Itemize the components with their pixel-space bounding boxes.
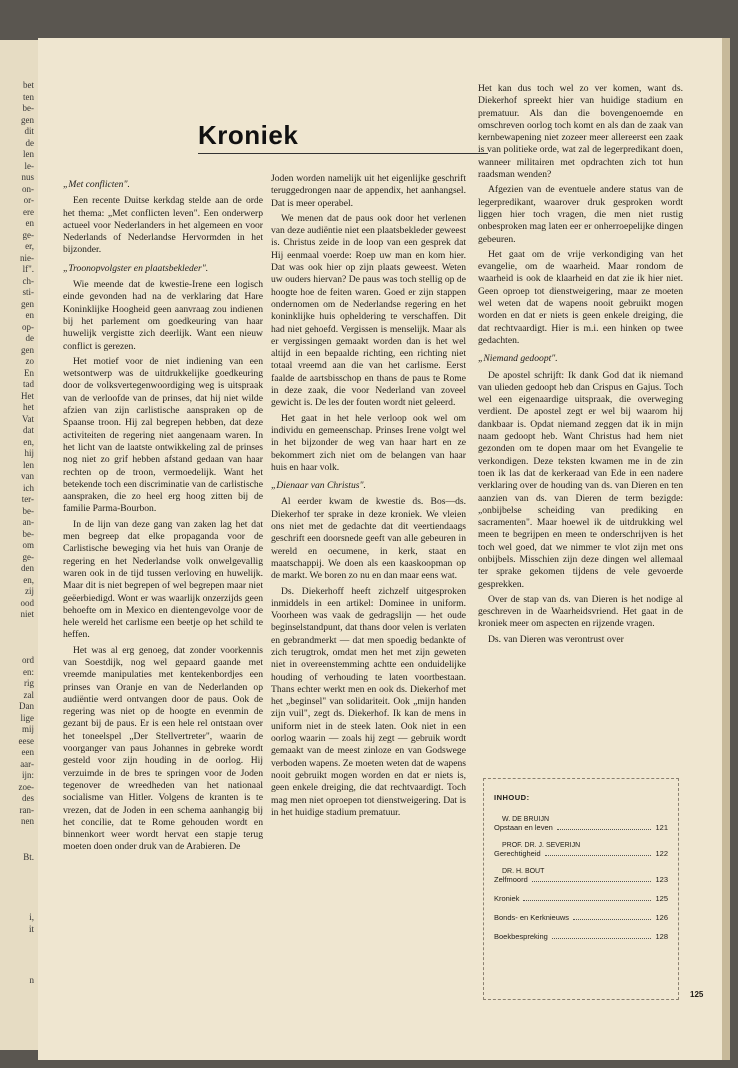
toc-page-number: 122 <box>655 849 668 858</box>
toc-entry <box>494 932 668 941</box>
paragraph: Het motief voor de niet indiening van een wetsontwerp was de uitdrukkelijke goedkeuring door de volksvertegenwoordiging weg is uitspraak van de verloofde van de prinses, dat hij niet wilde afzien van zijn carlistische aanspraken op de Spaanse troon. Hij zal begrepen hebben, dat deze activiteiten de regering niet aangenaam waren. In het licht van de laatste ontwikkeling zal de prinses nog niet zo grif hebben afstand gedaan van haar rechten op de troon, vermoedelijk. Want het betekende toch een discriminatie van de carlistische aanspraken, die zo heel erg hoog zitten bij de familie Parma-Bourbon. <box>63 355 263 515</box>
page-edge-shadow <box>722 38 730 1060</box>
toc-label: Zelfmoord <box>494 875 528 884</box>
toc-leader-dots <box>523 900 651 901</box>
toc-entry <box>494 842 668 858</box>
paragraph: We menen dat de paus ook door het verlenen van deze audiëntie niet een plaatsbekleder geweest is. Christus zeide in de loop van een gesprek dat Hij eenmaal voerde: Roep uw man en kom hier. Dat was ook hier op zijn plaats geweest. Weten uw ouders hiervan? De paus was toch stellig op de hoogte hoe de feiten waren. Goed er zijn stappen ondernomen om de Nederlandse regering en het koninklijke huis opheldering te verschaffen. Dit had niet gehoefd. Vergissen is menselijk. Maar als er vergissingen gemaakt worden dan is het wel altijd in een bepaalde richting, een richting niet totaal vreemd aan die van het carlisme. Eerst faalde de aartsbisschop en thans de paus te Rome in deze zaak, die voor Nederland van zoveel gewicht is. De les der fouten wordt niet geleerd. <box>271 212 466 409</box>
toc-entry <box>494 868 668 884</box>
toc-page-number: 128 <box>655 932 668 941</box>
toc-entry <box>494 816 668 832</box>
paragraph: Over de stap van ds. van Dieren is het nodige al geschreven in de Waarheidsvriend. Het gaat in de kroniek meer om aspecten en rijzende vragen. <box>478 593 683 630</box>
toc-author: W. DE BRUIJN <box>502 816 550 823</box>
paragraph: Het gaat in het hele verloop ook wel om individu en gemeenschap. Prinses Irene volgt wel in het bijzonder de weg van haar hart en ze bekommert zich niet om de belangen van haar huis en haar volk. <box>271 412 466 473</box>
toc-label: Bonds- en Kerknieuws <box>494 913 570 922</box>
toc-label: Opstaan en leven <box>494 823 553 832</box>
article-column-2 <box>271 173 466 822</box>
toc-leader-dots <box>545 855 652 856</box>
paragraph: Het gaat om de vrije verkondiging van het evangelie, om de waarheid. Maar rondom de waarheid is ook de klaarheid en dat zie ik hier niet. Geen oproep tot dienstweigering, maar ze moeten wel weten dat de wapens nooit gebruikt mogen worden en dat er niets is geen enkele dreiging, die dat rechtvaardigt. Hier is m.i. een hinken op twee gedachten. <box>478 248 683 346</box>
paragraph: Afgezien van de eventuele andere status van de legerpredikant, waarover druk gesproken wordt liggen hier toch vragen, die men niet rustig onbesproken mag laten eer er onherroepelijke dingen gebeuren. <box>478 184 683 245</box>
toc-leader-dots <box>532 881 652 882</box>
previous-page-edge <box>0 40 38 1050</box>
prev-page-text: i, it <box>28 912 34 934</box>
toc-label: Boekbespreking <box>494 932 548 941</box>
paragraph: Het was al erg genoeg, dat zonder voorkennis van Soestdijk, nog wel gepaard gaande met vreemde manipulaties met kentekenbordjes een prinses van Oranje en van de Nederlanden op audiëntie werd ontvangen door de paus. Ook de regering was niet op de hoogte en evenmin de gezant bij de paus. Er is een hele rel ontstaan over het toneelspel „Der Stellvertreter", waarin de voorganger van paus Johannes in gebreke wordt gesteld voor zijn houding in de oorlog. Hij verzuimde in de bres te springen voor de Joden tegenover de wreedheden van het nationaal socialisme van Hitler. Volgens de kranten is te vrezen, dat de Joden in een schema aanhangig bij het concilie, dat te Rome gehouden wordt en binnenkort weer wordt hervat een stapje terug moeten doen onder druk van de Arabieren. De <box>63 644 263 853</box>
prev-page-text: Bt. <box>23 852 34 862</box>
toc-title: INHOUD: <box>494 793 530 802</box>
section-heading: „Met conflicten". <box>63 179 130 190</box>
article-column-3 <box>478 83 683 649</box>
prev-page-text: n <box>29 975 34 985</box>
toc-label: Gerechtigheid <box>494 849 541 858</box>
paragraph: Ds. Diekerhoff heeft zichzelf uitgesproken inmiddels in een artikel: Dominee in uniform. Voorheen was vaak de gedragslijn — het oude beginselstandpunt, dat thans door velen is verlaten en gebrandmerkt — dat men spoedig bedankte of zich terugtrok, omdat men het met zijn geweten niet in overeenstemming achtte een onduidelijke houding of verhouding te laten voortbestaan. Thans echter werkt men en ook ds. Diekerhof met het „beginsel" van solidariteit. Ook „mijn handen zijn vuil", zegt ds. Diekerhof. Ik kan de mens in uniform niet in de steek laten. Ook niet in een oorlog waarin — zoals hij zegt — gebruik wordt gemaakt van de meest zinloze en van Godswege verboden wapens. Ze moeten weten dat de wapens nooit gebruikt mogen worden en dat er niets is, geen enkele dreiging, die dat rechtvaardigt. Toch mag men niet oproepen tot dienstweigering. Dat is in het huidige stadium prematuur. <box>271 585 466 818</box>
section-heading: „Niemand gedoopt". <box>478 353 558 365</box>
prev-page-text: ord en: rig zal Dan lige mij eese een aar- ijn: zoe- des ran- nen <box>18 655 34 826</box>
paragraph: Ds. van Dieren was verontrust over <box>488 633 624 645</box>
toc-entry <box>494 894 668 903</box>
toc-leader-dots <box>552 938 652 939</box>
toc-leader-dots <box>573 919 651 920</box>
paragraph: In de lijn van deze gang van zaken lag het dat men begreep dat elke propaganda voor de Carlistische beweging via het huis van Oranje de regering en het Nederlandse volk onwelgevallig waren ook in de tijd tussen verloving en huwelijk. Maar dit is niet begrepen of wel begrepen maar niet geëerbiedigd. Wont er was waarlijk onzerzijds geen behoefte om in Mexico en dientengevolge voor de hele wereld het carlisme een beetje op het schild te heffen. <box>63 518 263 641</box>
toc-page-number: 123 <box>655 875 668 884</box>
paragraph: Al eerder kwam de kwestie ds. Bos—ds. Diekerhof ter sprake in deze kroniek. We vleien ons niet met de gedachte dat dit veertiendaags geschrift een doorsnede geeft van alle gebeuren in wereld en oecumene, in kerk, staat en maatschappij. We doen als een kaaskoopman op de markt. We boren zo nu en dan maar eens wat. <box>271 496 466 582</box>
section-heading: „Troonopvolgster en plaatsbekleder". <box>63 262 209 274</box>
toc-label: Kroniek <box>494 894 520 903</box>
prev-page-text: bet ten be- gen dit de len le- nus on- or- ere en ge- er, nie- lf". ch- sti- gen en op- de gen zo En tad Het het Vat dat en, hij len van ich ter- be- an- be- om ge- den en, zij ood niet <box>20 80 34 619</box>
toc-leader-dots <box>557 829 652 830</box>
article-column-1 <box>63 173 263 857</box>
title-rule <box>198 153 488 154</box>
toc-page-number: 126 <box>655 913 668 922</box>
table-of-contents <box>483 778 679 1000</box>
paragraph: Wie meende dat de kwestie-Irene een logisch einde gevonden had na de verklaring dat Hare Koninklijke Hoogheid geen aanvraag zou indienen bij het parlement om goedkeuring van haar huwelijk vergistte zich deerlijk. Want een nieuw conflict is gerezen. <box>63 279 263 352</box>
paragraph: Een recente Duitse kerkdag stelde aan de orde het thema: „Met conflicten leven". Een onderwerp actueel voor Nederlanders in het algemeen en voor Nederlands of Nederlandse Hervormden in het bijzonder. <box>63 195 263 256</box>
section-heading: „Dienaar van Christus". <box>271 480 366 492</box>
toc-author: PROF. DR. J. SEVERIJN <box>502 842 581 849</box>
page-number: 125 <box>690 990 704 999</box>
toc-page-number: 125 <box>655 894 668 903</box>
paragraph: Het kan dus toch wel zo ver komen, want ds. Diekerhof spreekt hier van huidige stadium en prematuur. Als dan die bovengenoemde en omschreven oorlog toch komt en als dan de zaak van kernbewapening niet zozeer meer allereerst een zaak is van politieke orde, wat zal de legerpredikant doen, wanneer militairen met opdrachten zich tot hun raadsman wenden? <box>478 83 683 181</box>
toc-page-number: 121 <box>655 823 668 832</box>
paragraph: De apostel schrijft: Ik dank God dat ik niemand van ulieden gedoopt heb dan Crispus en Gajus. Toch wel een eigenaardige uitspraak, die overweging verdient. De apostel zegt er wel bij waarom hij dankbaar is. Opdat niemand zeggen dat ik in mijn naam gedoopt heb. Want Christus had hem niet gezonden om te dopen maar om het Evangelie te verkondigen. Deze teksten kwamen me in de zin toen ik las dat de kerkeraad van Ede in een nadere verklaring over de houding van ds. van Dieren en ten aanzien van ds. van Dieren de term bezigde: „onbijbelse scheiding van prediking en sacramenten". Maar hoewel ik de uitdrukking wel meen te begrijpen en meen te onderschrijven is het toch wel goed, dat we nimmer te vlot zijn met ons onbijbels. Misschien zijn deze dingen wel allemaal ter sprake gekomen tijdens de vele gevoerde gesprekken. <box>478 369 683 590</box>
toc-entry <box>494 913 668 922</box>
paragraph: Joden worden namelijk uit het eigenlijke geschrift teruggedrongen naar de appendix, het aanhangsel. Dat is meer operabel. <box>271 173 466 209</box>
toc-author: DR. H. BOUT <box>502 868 545 875</box>
magazine-page <box>38 38 730 1060</box>
article-title: Kroniek <box>198 120 299 150</box>
